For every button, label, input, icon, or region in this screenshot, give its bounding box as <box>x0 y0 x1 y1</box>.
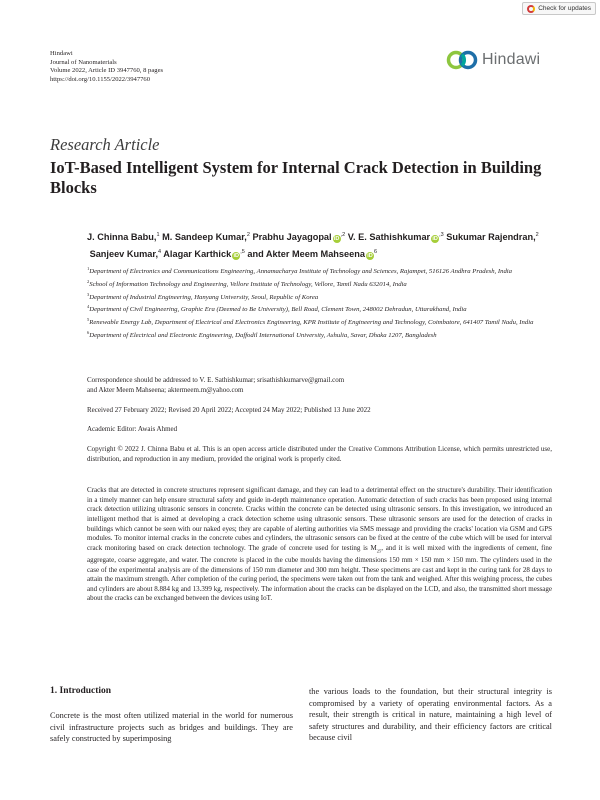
abstract-part-2: , and it is well mixed with the ingredients of cement, fine aggregate, coarse aggregate, and water. The concrete is placed in the cube moulds having the dimensions 150 mm × 150 mm × 150 mm. The cylinders used in the case of the experimental analysis are of the dimensions of 150 mm diameter and 300 mm height. These specimens are cast and kept in the curing tank for 28 days to attain the maximum strength. After completion of the curing period, the specimens were taken out from the tank and weighed. After this weighing process, the cubes and cylinders are about 8.884 kg and 13.399 kg, respectively. The information about the cracks can be displayed on the LCD, and also, the transmitted short message about the cracks can be exchanged between the devices using IoT. <box>87 543 552 603</box>
author-name: M. Sandeep Kumar, <box>162 232 247 243</box>
orcid-icon[interactable]: iD <box>432 236 438 243</box>
affiliation-number: 4 <box>87 304 90 310</box>
publisher-name: Hindawi <box>50 50 73 57</box>
author <box>348 232 444 242</box>
affiliation-text: Department of Industrial Engineering, Hanyang University, Seoul, Republic of Korea <box>89 293 319 301</box>
author <box>162 232 250 242</box>
hindawi-rings-icon <box>446 50 478 70</box>
author <box>90 249 162 259</box>
correspondence-line-2: and Akter Meem Mahseena; aktermeem.m@yahoo.com <box>87 385 244 394</box>
affiliation <box>87 264 557 277</box>
affiliation-number: 2 <box>87 278 90 284</box>
author <box>252 232 345 242</box>
check-updates-label: Check for updates <box>538 5 591 12</box>
affiliation-text: Department of Electronics and Communications Engineering, Annamacharya Institute of Technology and Sciences, Rajampet, 516126 Andhra Pradesh, India <box>89 268 512 276</box>
author-name: Akter Meem Mahseena <box>265 249 365 260</box>
author-affiliation-number: ,2 <box>340 232 346 238</box>
author-name: J. Chinna Babu, <box>87 232 157 243</box>
hindawi-logo[interactable] <box>446 50 540 70</box>
author <box>266 249 377 259</box>
orcid-icon[interactable]: iD <box>333 236 340 243</box>
section-heading-introduction: 1. Introduction <box>50 686 112 696</box>
intro-right-column: the various loads to the foundation, but their structural integrity is compromised by a variety of operating environmental factors. As a result, their strength is critical in nature, maintaining a high level of safety structures and durability, and their efficiency factors are critical because civil <box>309 687 552 743</box>
article-type: Research Article <box>50 135 160 154</box>
copyright-notice: Copyright © 2022 J. Chinna Babu et al. This is an open access article distributed under the Creative Commons Attribution License, which permits unrestricted use, distribution, and reproduction in any medium, provided the original work is properly cited. <box>87 445 552 463</box>
paper-title: IoT-Based Intelligent System for Internal Crack Detection in Building Blocks <box>50 158 542 197</box>
affiliation <box>87 328 557 341</box>
affiliation-text: School of Information Technology and Engineering, Vellore Institute of Technology, Vellore, Tamil Nadu 632014, India <box>89 281 407 289</box>
author-affiliation-number: 1 <box>156 232 160 238</box>
author-affiliation-number: 2 <box>535 232 539 238</box>
affiliation-number: 5 <box>87 317 90 323</box>
affiliation <box>87 277 557 290</box>
author-name: Sanjeev Kumar, <box>89 249 158 260</box>
abstract-grade-subscript: 25 <box>376 548 382 554</box>
affiliation-number: 3 <box>87 291 90 297</box>
affiliation <box>87 290 557 303</box>
correspondence-line-1: Correspondence should be addressed to V. E. Sathishkumar; srisathishkumarve@gmail.com <box>87 376 345 384</box>
correspondence <box>87 376 552 395</box>
affiliation <box>87 302 557 315</box>
journal-meta <box>50 50 163 84</box>
affiliation-number: 1 <box>87 266 90 271</box>
hindawi-wordmark: Hindawi <box>482 51 541 68</box>
abstract-part-1: Cracks that are detected in concrete structures represent significant damage, and they can lead to a detrimental effect on the structure's durability. Their identification in a timely manner can help ensure structural safety and guide in-depth maintenance operation. Automatic detection of such cracks has been proposed using internal crack detection utilizing ultrasonic sensors in concrete. Cracks within the concrete can be detected using ultrasonic sensors. In this investigation, we introduced an intelligent method that is aimed at developing a crack detection scheme using ultrasonic sensors. These ultrasonic sensors are used for the detection of cracks in buildings which cannot be seen with our naked eyes; they are capable of alerting authorities via SMS message and providing the cracks' location via GSM and GPS modules. To monitor internal cracks in the concrete cubes and cylinders, the ultrasonic sensors can be fixed at the centre of the cube which will be used for interval crack monitoring based on crack detection technology. The grade of concrete used for testing is M <box>87 486 552 552</box>
affiliation <box>87 315 557 328</box>
author-name: Alagar Karthick <box>163 249 232 260</box>
author <box>87 232 160 242</box>
intro-left-column: Concrete is the most often utilized material in the world for numerous civil infrastructure projects such as bridges and buildings. They are safely constructed by superimposing <box>50 711 293 744</box>
affiliation-number: 6 <box>87 330 90 336</box>
author-affiliation-number: ,5 <box>240 249 245 256</box>
author-name: Sukumar Rajendran, <box>446 232 536 243</box>
check-updates-icon <box>527 5 535 13</box>
abstract <box>87 486 552 604</box>
academic-editor: Academic Editor: Awais Ahmed <box>87 425 178 433</box>
author-name: Prabhu Jayagopal <box>252 232 332 243</box>
author <box>446 232 538 242</box>
journal-name: Journal of Nanomaterials <box>50 58 117 66</box>
author-list <box>87 228 557 262</box>
doi-link[interactable]: https://doi.org/10.1155/2022/3947760 <box>50 75 151 83</box>
author-separator: and <box>244 249 266 260</box>
orcid-icon[interactable]: iD <box>367 253 373 260</box>
author-affiliation-number: 2 <box>246 232 250 238</box>
volume-line: Volume 2022, Article ID 3947760, 8 pages <box>50 67 164 75</box>
affiliation-text: Department of Civil Engineering, Graphic Era (Deemed to Be University), Bell Road, Clement Town, 248002 Dehradun, Uttarakhand, India <box>89 306 467 314</box>
affiliation-text: Department of Electrical and Electronic Engineering, Daffodil International University, Ashulia, Savar, Dhaka 1207, Bangladesh <box>89 332 437 340</box>
author-affiliation-number: 4 <box>158 249 162 256</box>
author-name: V. E. Sathishkumar <box>347 232 431 243</box>
affiliation-text: Renewable Energy Lab, Department of Electrical and Electronics Engineering, KPR Institute of Engineering and Technology, Coimbatore, 641407 Tamil Nadu, India <box>89 319 534 327</box>
affiliation-list <box>87 264 557 341</box>
publication-dates: Received 27 February 2022; Revised 20 April 2022; Accepted 24 May 2022; Published 13 June 2022 <box>87 406 371 414</box>
author-affiliation-number: 6 <box>373 249 378 256</box>
orcid-icon[interactable]: iD <box>233 253 239 260</box>
author-affiliation-number: ,3 <box>439 232 444 238</box>
check-for-updates-badge[interactable] <box>522 2 596 15</box>
author <box>163 249 245 259</box>
